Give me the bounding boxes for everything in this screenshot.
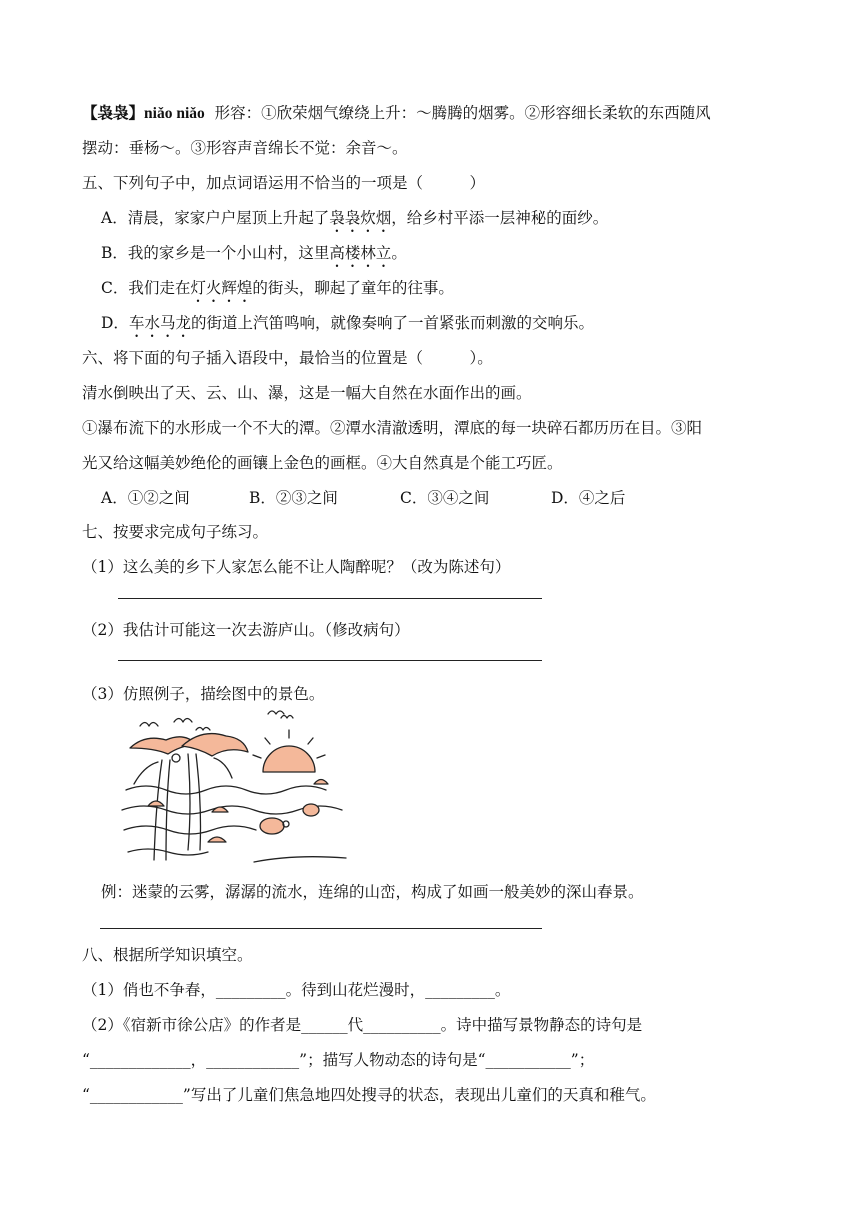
q7-item2: （2）我估计可能这一次去游庐山。（修改病句）: [82, 621, 410, 639]
q5-a-prefix: A．清晨，家家户户屋顶上升起了: [101, 209, 330, 227]
q5-d-prefix: D．: [101, 314, 129, 332]
q6-option-c: C．③④之间: [400, 489, 490, 507]
q7-item1: （1）这么美的乡下人家怎么能不让人陶醉呢？（改为陈述句）: [82, 558, 511, 576]
q5-b-suffix: 。: [391, 244, 407, 262]
q6-title: 六、将下面的句子插入语段中，最恰当的位置是（ ）。: [82, 349, 493, 367]
q5-c-prefix: C．我们走在: [101, 279, 191, 297]
q5-b-prefix: B．我的家乡是一个小山村，这里: [101, 244, 330, 262]
q5-b-dotted-word: 高楼林立: [329, 244, 392, 262]
q8-title: 八、根据所学知识填空。: [82, 946, 253, 964]
q7-item2-answer-line[interactable]: [118, 660, 542, 661]
definition-part2: 摆动：垂杨～。③形容声音绵长不觉：余音～。: [82, 139, 408, 157]
q5-a-dotted-word: 袅袅炊烟: [329, 209, 392, 227]
bird-icon: [268, 711, 284, 714]
q5-d-dotted-word: 车水马龙: [128, 314, 191, 332]
q6-option-b: B．②③之间: [249, 489, 338, 507]
q5-title: 五、下列句子中，加点词语运用不恰当的一项是（ ）: [82, 174, 486, 192]
q5-option-a: [101, 208, 608, 236]
q8-item1: （1）俏也不争春，_________。待到山花烂漫时，_________。: [82, 981, 511, 999]
turtle-icon: [303, 804, 319, 816]
q6-option-a: A．①②之间: [101, 489, 190, 507]
turtle-icon: [260, 818, 284, 834]
q7-item3-answer-line[interactable]: [100, 928, 542, 929]
bird-icon: [140, 723, 158, 727]
q5-option-d: [101, 313, 594, 341]
q5-option-b: [101, 243, 407, 271]
q6-passage-line1: ①瀑布流下的水形成一个不大的潭。②潭水清澈透明，潭底的每一块碎石都历历在目。③阳: [82, 419, 703, 437]
bird-icon: [196, 728, 210, 731]
q7-title: 七、按要求完成句子练习。: [82, 523, 269, 541]
headword: 【袅袅】: [82, 103, 145, 122]
q5-c-dotted-word: 灯火辉煌: [190, 279, 253, 297]
q7-item3: （3）仿照例子，描绘图中的景色。: [82, 685, 325, 703]
q8-item2-line2: “_____________，____________”；描写人物动态的诗句是“___________”；: [82, 1051, 595, 1069]
q7-example: 例：迷蒙的云雾，潺潺的流水，连绵的山峦，构成了如画一般美妙的深山春景。: [101, 883, 644, 901]
definition-part1: 形容：①欣荣烟气缭绕上升：～腾腾的烟雾。②形容细长柔软的东西随风: [214, 104, 711, 122]
q7-item1-answer-line[interactable]: [118, 598, 542, 599]
q5-a-suffix: ，给乡村平添一层神秘的面纱。: [391, 209, 609, 227]
pinyin: niǎo niǎo: [144, 105, 205, 122]
q5-d-suffix: 的街道上汽笛鸣响，就像奏响了一首紧张而刺激的交响乐。: [190, 314, 594, 332]
q6-passage-line2: 光又给这幅美妙绝伦的画镶上金色的画框。④大自然真是个能工巧匠。: [82, 454, 563, 472]
seaside-scenery-illustration: [118, 702, 352, 868]
dictionary-entry-line1: [82, 103, 711, 124]
sun-icon: [263, 746, 315, 772]
q6-option-d: D．④之后: [551, 489, 626, 507]
q8-item2-line3: “____________”写出了儿童们焦急地四处搜寻的状态，表现出儿童们的天真和稚气。: [82, 1086, 656, 1104]
q5-c-suffix: 的街头，聊起了童年的往事。: [252, 279, 454, 297]
q6-sentence: 清水倒映出了天、云、山、瀑，这是一幅大自然在水面作出的画。: [82, 384, 532, 402]
q5-option-c: [101, 278, 454, 306]
q8-item2: （2）《宿新市徐公店》的作者是______代__________。诗中描写景物静态的诗句是: [82, 1016, 643, 1034]
bird-icon: [281, 716, 293, 719]
bird-icon: [174, 719, 192, 723]
